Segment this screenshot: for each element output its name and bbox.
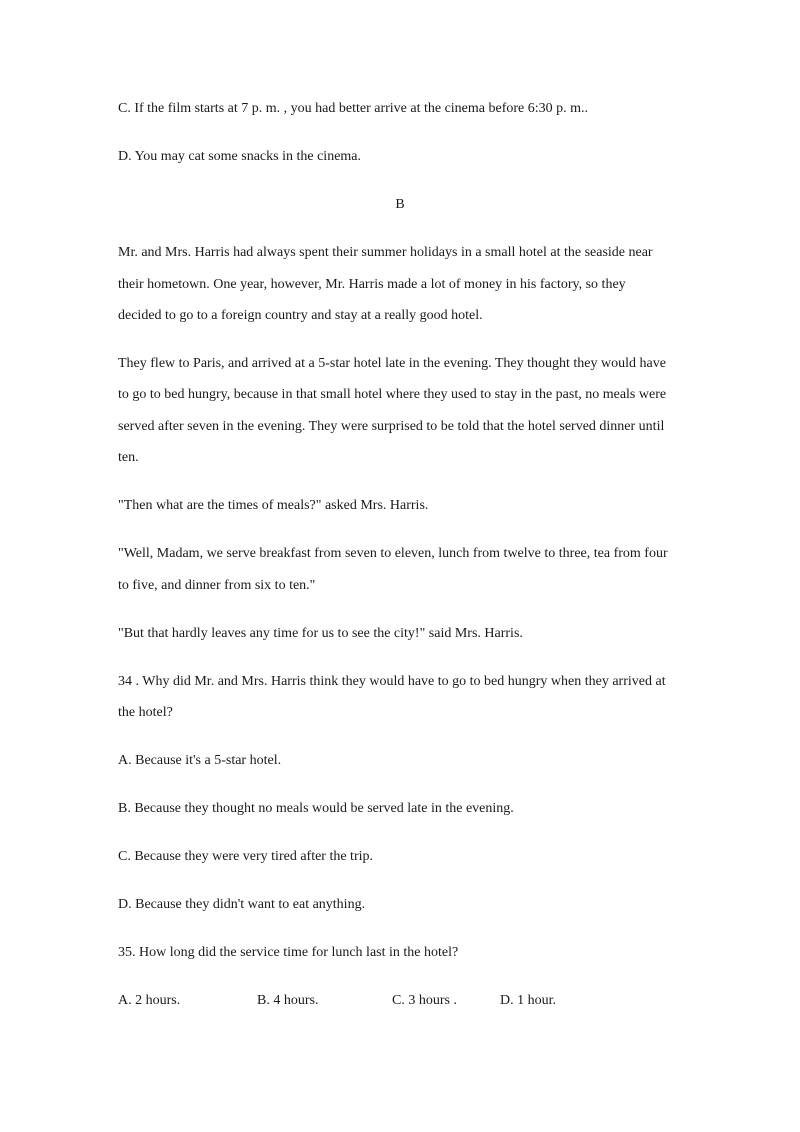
question-option-c: C. 3 hours . xyxy=(392,993,457,1008)
question-option-d: D. You may cat some snacks in the cinema. xyxy=(118,149,362,164)
paragraph-line: Mr. and Mrs. Harris had always spent their summer holidays in a small hotel at the seaside near xyxy=(118,245,653,260)
paragraph-line: to go to bed hungry, because in that small hotel where they used to stay in the past, no meals were xyxy=(118,387,667,402)
question-stem: the hotel? xyxy=(118,705,173,720)
question-stem: 35. How long did the service time for lunch last in the hotel? xyxy=(118,945,459,960)
section-heading: B xyxy=(395,197,405,212)
paragraph-line: served after seven in the evening. They were surprised to be told that the hotel served dinner until xyxy=(118,419,665,434)
question-option-b: B. Because they thought no meals would be served late in the evening. xyxy=(118,801,514,816)
question-option-b: B. 4 hours. xyxy=(257,993,319,1008)
paragraph-line: They flew to Paris, and arrived at a 5-star hotel late in the evening. They thought they would have xyxy=(118,356,666,371)
question-option-a: A. 2 hours. xyxy=(118,993,181,1008)
paragraph-line: their hometown. One year, however, Mr. Harris made a lot of money in his factory, so they xyxy=(118,277,626,292)
question-stem: 34 . Why did Mr. and Mrs. Harris think they would have to go to bed hungry when they arrived at xyxy=(118,674,666,689)
question-option-d: D. 1 hour. xyxy=(500,993,556,1008)
question-option-c: C. If the film starts at 7 p. m. , you had better arrive at the cinema before 6:30 p. m.. xyxy=(118,101,589,116)
question-option-a: A. Because it's a 5-star hotel. xyxy=(118,753,282,768)
paragraph-line: decided to go to a foreign country and stay at a really good hotel. xyxy=(118,308,483,323)
question-option-c: C. Because they were very tired after the trip. xyxy=(118,849,374,864)
passage-paragraph-5: "But that hardly leaves any time for us to see the city!" said Mrs. Harris. xyxy=(118,626,523,641)
passage-paragraph-3: "Then what are the times of meals?" asked Mrs. Harris. xyxy=(118,498,429,513)
question-option-d: D. Because they didn't want to eat anything. xyxy=(118,897,366,912)
paragraph-line: ten. xyxy=(118,450,139,465)
paragraph-line: "Well, Madam, we serve breakfast from seven to eleven, lunch from twelve to three, tea from four xyxy=(118,546,668,561)
paragraph-line: to five, and dinner from six to ten." xyxy=(118,578,316,593)
